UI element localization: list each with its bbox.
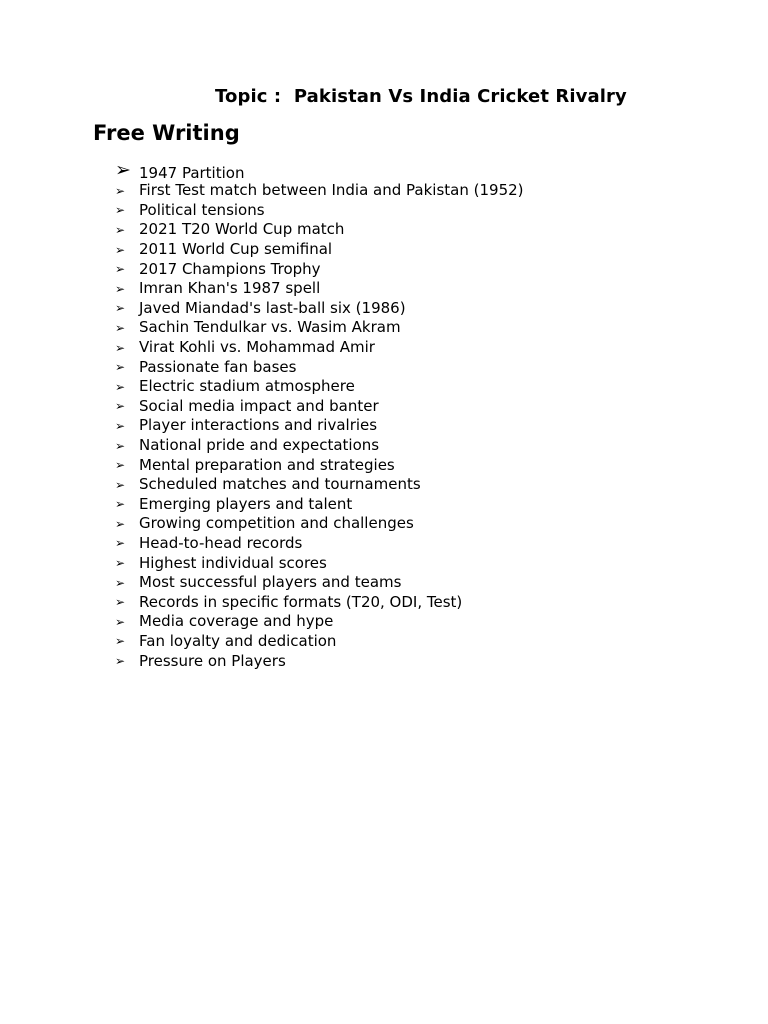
list-item — [115, 514, 524, 534]
arrow-bullet-icon: ➢ — [115, 262, 126, 277]
list-item-label: Media coverage and hype — [139, 612, 334, 631]
list-item — [115, 240, 524, 260]
list-item-label: Records in specific formats (T20, ODI, Test) — [139, 592, 463, 611]
list-item — [115, 279, 524, 299]
arrow-bullet-icon: ➢ — [115, 536, 126, 551]
list-item-label: Growing competition and challenges — [139, 514, 414, 533]
arrow-bullet-icon: ➢ — [115, 360, 126, 375]
list-item-label: Scheduled matches and tournaments — [139, 475, 421, 494]
arrow-bullet-icon: ➢ — [115, 438, 126, 453]
list-item-label: Social media impact and banter — [139, 396, 379, 415]
list-item-label: First Test match between India and Pakistan (1952) — [139, 181, 524, 200]
arrow-bullet-icon: ➢ — [115, 497, 126, 512]
arrow-bullet-icon: ➢ — [115, 458, 126, 473]
arrow-bullet-icon: ➢ — [115, 379, 126, 394]
arrow-bullet-icon: ➢ — [115, 203, 126, 218]
list-item-label: Pressure on Players — [139, 651, 286, 670]
arrow-bullet-icon: ➢ — [115, 575, 126, 590]
list-item — [115, 159, 524, 181]
list-item — [115, 436, 524, 456]
list-item — [115, 397, 524, 417]
list-item-label: Passionate fan bases — [139, 357, 297, 376]
arrow-bullet-icon: ➢ — [115, 242, 126, 257]
list-item — [115, 475, 524, 495]
list-item-label: Javed Miandad's last-ball six (1986) — [139, 298, 406, 317]
list-item — [115, 553, 524, 573]
list-item-label: Electric stadium atmosphere — [139, 377, 355, 396]
list-item-label: Political tensions — [139, 200, 265, 219]
list-item-label: 2011 World Cup semifinal — [139, 240, 333, 259]
topic-title: Topic : Pakistan Vs India Cricket Rivalry — [215, 86, 627, 107]
list-item — [115, 338, 524, 358]
list-item — [115, 534, 524, 554]
list-item-label: Highest individual scores — [139, 553, 327, 572]
arrow-bullet-icon: ➢ — [115, 634, 126, 649]
arrow-bullet-icon: ➢ — [115, 183, 126, 198]
arrow-bullet-icon: ➢ — [115, 340, 126, 355]
list-item — [115, 495, 524, 515]
bullet-list — [115, 159, 524, 671]
list-item-label: 2021 T20 World Cup match — [139, 220, 345, 239]
list-item-label: Mental preparation and strategies — [139, 455, 395, 474]
arrow-bullet-icon: ➢ — [115, 516, 126, 531]
list-item — [115, 318, 524, 338]
list-item-label: Virat Kohli vs. Mohammad Amir — [139, 338, 375, 357]
arrow-bullet-icon: ➢ — [115, 556, 126, 571]
list-item-label: Most successful players and teams — [139, 573, 402, 592]
list-item-label: Fan loyalty and dedication — [139, 631, 337, 650]
arrow-bullet-icon: ➢ — [115, 399, 126, 414]
list-item-label: 1947 Partition — [139, 164, 245, 182]
arrow-bullet-icon: ➢ — [115, 320, 126, 335]
list-item — [115, 651, 524, 671]
arrow-bullet-icon: ➢ — [115, 654, 126, 669]
arrow-bullet-icon: ➢ — [115, 418, 126, 433]
list-item-label: Emerging players and talent — [139, 494, 353, 513]
list-item-label: Sachin Tendulkar vs. Wasim Akram — [139, 318, 401, 337]
list-item — [115, 416, 524, 436]
arrow-bullet-icon: ➢ — [115, 595, 126, 610]
list-item-label: Player interactions and rivalries — [139, 416, 378, 435]
list-item — [115, 573, 524, 593]
list-item — [115, 632, 524, 652]
list-item — [115, 455, 524, 475]
list-item — [115, 612, 524, 632]
list-item — [115, 259, 524, 279]
arrow-bullet-icon: ➢ — [115, 159, 131, 181]
list-item — [115, 592, 524, 612]
list-item — [115, 181, 524, 201]
list-item — [115, 201, 524, 221]
section-heading: Free Writing — [93, 121, 240, 145]
list-item — [115, 220, 524, 240]
list-item-label: 2017 Champions Trophy — [139, 259, 321, 278]
arrow-bullet-icon: ➢ — [115, 477, 126, 492]
list-item — [115, 299, 524, 319]
list-item — [115, 357, 524, 377]
arrow-bullet-icon: ➢ — [115, 222, 126, 237]
list-item-label: Head-to-head records — [139, 533, 303, 552]
list-item-label: Imran Khan's 1987 spell — [139, 279, 321, 298]
arrow-bullet-icon: ➢ — [115, 301, 126, 316]
arrow-bullet-icon: ➢ — [115, 281, 126, 296]
arrow-bullet-icon: ➢ — [115, 614, 126, 629]
list-item — [115, 377, 524, 397]
list-item-label: National pride and expectations — [139, 436, 380, 455]
